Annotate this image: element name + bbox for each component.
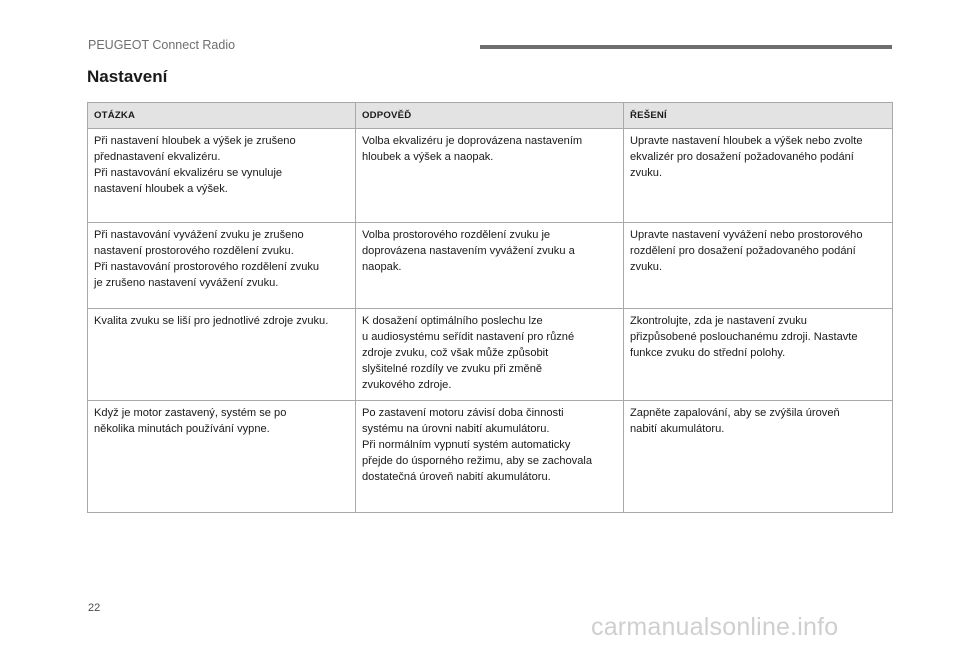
cell-line: Při nastavení hloubek a výšek je zrušeno bbox=[94, 135, 296, 147]
answer-cell bbox=[356, 401, 624, 513]
section-title: Nastavení bbox=[87, 67, 168, 86]
cell-line: dostatečná úroveň nabití akumulátoru. bbox=[362, 471, 551, 483]
cell-line: nabití akumulátoru. bbox=[630, 423, 725, 435]
column-header-solution: ŘEŠENÍ bbox=[624, 103, 893, 129]
cell-line: Upravte nastavení hloubek a výšek nebo zvolte bbox=[630, 135, 863, 147]
table-row bbox=[88, 129, 893, 223]
question-cell bbox=[88, 129, 356, 223]
cell-line: doprovázena nastavením vyvážení zvuku a bbox=[362, 245, 575, 257]
cell-line: Při nastavování ekvalizéru se vynuluje bbox=[94, 167, 283, 179]
table-row bbox=[88, 401, 893, 513]
cell-line: zdroje zvuku, což však může způsobit bbox=[362, 347, 549, 359]
cell-line: zvuku. bbox=[630, 167, 663, 179]
cell-line: slyšitelné rozdíly ve zvuku při změně bbox=[362, 363, 543, 375]
cell-line: systému na úrovni nabití akumulátoru. bbox=[362, 423, 550, 435]
header-rule bbox=[480, 45, 892, 49]
cell-line: přejde do úsporného režimu, aby se zachovala bbox=[362, 455, 593, 467]
cell-line: Při normálním vypnutí systém automaticky bbox=[362, 439, 571, 451]
cell-line: Při nastavování vyvážení zvuku je zrušeno bbox=[94, 229, 304, 241]
column-header-question: OTÁZKA bbox=[88, 103, 356, 129]
cell-line: Kvalita zvuku se liší pro jednotlivé zdroje zvuku. bbox=[94, 315, 329, 327]
cell-line: přizpůsobené poslouchanému zdroji. Nastavte bbox=[630, 331, 858, 343]
cell-line: rozdělení pro dosažení požadovaného podání bbox=[630, 245, 856, 257]
cell-line: Volba ekvalizéru je doprovázena nastavením bbox=[362, 135, 583, 147]
cell-line: ekvalizér pro dosažení požadovaného podání bbox=[630, 151, 854, 163]
cell-line: Při nastavování prostorového rozdělení zvuku bbox=[94, 261, 320, 273]
cell-line: zvukového zdroje. bbox=[362, 379, 452, 391]
troubleshooting-table bbox=[87, 102, 893, 513]
cell-line: Zapněte zapalování, aby se zvýšila úroveň bbox=[630, 407, 840, 419]
column-header-answer: ODPOVĚĎ bbox=[356, 103, 624, 129]
table-row bbox=[88, 309, 893, 401]
cell-line: nastavení hloubek a výšek. bbox=[94, 183, 228, 195]
cell-line: Po zastavení motoru závisí doba činnosti bbox=[362, 407, 564, 419]
cell-line: několika minutách používání vypne. bbox=[94, 423, 270, 435]
cell-line: u audiosystému seřídit nastavení pro různé bbox=[362, 331, 575, 343]
solution-cell bbox=[624, 401, 893, 513]
cell-line: naopak. bbox=[362, 261, 402, 273]
answer-cell bbox=[356, 129, 624, 223]
answer-cell bbox=[356, 223, 624, 309]
cell-line: funkce zvuku do střední polohy. bbox=[630, 347, 786, 359]
cell-line: zvuku. bbox=[630, 261, 663, 273]
cell-line: nastavení prostorového rozdělení zvuku. bbox=[94, 245, 294, 257]
question-cell bbox=[88, 309, 356, 401]
answer-cell bbox=[356, 309, 624, 401]
solution-cell bbox=[624, 129, 893, 223]
page-number: 22 bbox=[88, 602, 101, 614]
cell-line: přednastavení ekvalizéru. bbox=[94, 151, 221, 163]
running-header: PEUGEOT Connect Radio bbox=[88, 38, 236, 52]
cell-line: Když je motor zastavený, systém se po bbox=[94, 407, 287, 419]
question-cell bbox=[88, 401, 356, 513]
cell-line: Volba prostorového rozdělení zvuku je bbox=[362, 229, 551, 241]
solution-cell bbox=[624, 309, 893, 401]
cell-line: K dosažení optimálního poslechu lze bbox=[362, 315, 543, 327]
table-row bbox=[88, 223, 893, 309]
watermark-text: carmanualsonline.info bbox=[591, 613, 839, 641]
cell-line: Zkontrolujte, zda je nastavení zvuku bbox=[630, 315, 807, 327]
question-cell bbox=[88, 223, 356, 309]
solution-cell bbox=[624, 223, 893, 309]
cell-line: Upravte nastavení vyvážení nebo prostorového bbox=[630, 229, 863, 241]
table-header-row bbox=[88, 103, 893, 129]
cell-line: hloubek a výšek a naopak. bbox=[362, 151, 494, 163]
cell-line: je zrušeno nastavení vyvážení zvuku. bbox=[94, 277, 279, 289]
